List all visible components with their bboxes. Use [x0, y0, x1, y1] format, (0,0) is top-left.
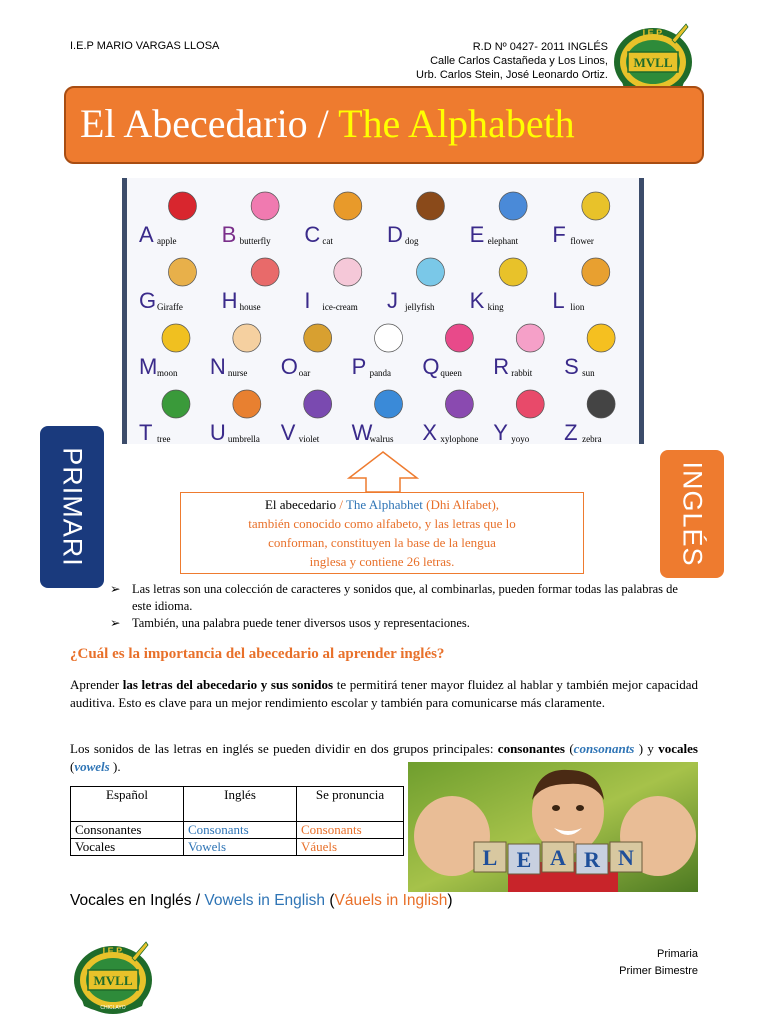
alphabet-word: nurse: [227, 368, 248, 378]
alphabet-item-z: [564, 390, 615, 444]
callout-arrow-icon: [346, 450, 420, 494]
alphabet-item-b: [222, 192, 279, 247]
rabbit-picture-icon: [516, 324, 544, 352]
callout-line-4: inglesa y contiene 26 letras.: [309, 554, 455, 569]
alphabet-word: dog: [405, 236, 419, 246]
alphabet-item-i: [304, 258, 361, 313]
svg-text:MVLL: MVLL: [633, 55, 673, 70]
alphabet-item-x: [422, 390, 478, 444]
alphabet-item-r: [493, 324, 544, 379]
alphabet-item-w: [352, 390, 403, 444]
nurse-picture-icon: [233, 324, 261, 352]
alphabet-poster: [122, 178, 644, 444]
page-title: [80, 100, 575, 148]
learn-block-letter: R: [584, 847, 600, 872]
alphabet-letter: T: [139, 420, 153, 444]
moon-picture-icon: [162, 324, 190, 352]
alphabet-letter: U: [209, 420, 226, 444]
svg-text:I.E.P.: I.E.P.: [102, 946, 124, 956]
alphabet-item-u: [210, 390, 261, 444]
walrus-picture-icon: [375, 390, 403, 418]
alphabet-item-g: [139, 258, 196, 313]
dog-picture-icon: [416, 192, 444, 220]
alphabet-letter: Y: [493, 420, 508, 444]
alphabet-word: elephant: [487, 236, 519, 246]
alphabet-item-k: [470, 258, 527, 313]
callout-line-1: El abecedario / The Alphabhet (Dhi Alfabet),: [264, 497, 500, 512]
alphabet-word: ice-cream: [322, 302, 358, 312]
alphabet-item-t: [139, 390, 190, 444]
alphabet-item-l: [552, 258, 609, 313]
alphabet-word: oar: [298, 368, 311, 378]
pronunciation-table: [70, 786, 404, 856]
alphabet-word: yoyo: [511, 434, 530, 444]
alphabet-word: tree: [157, 434, 171, 444]
alphabet-word: walrus: [369, 434, 394, 444]
footer-term: Primer Bimestre: [619, 965, 698, 977]
table-cell: Consonants: [184, 822, 297, 839]
alphabet-word: zebra: [582, 434, 602, 444]
tree-picture-icon: [162, 390, 190, 418]
alphabet-letter: W: [351, 420, 373, 444]
learn-block-letter: N: [618, 845, 634, 870]
alphabet-word: sun: [582, 368, 595, 378]
table-cell: Consonantes: [71, 822, 184, 839]
alphabet-chart: [127, 178, 639, 444]
alphabet-letter: K: [469, 288, 485, 313]
alphabet-word: violet: [298, 434, 320, 444]
school-logo-footer: [72, 936, 154, 1018]
king-picture-icon: [499, 258, 527, 286]
learn-blocks: [474, 842, 642, 874]
alphabet-item-o: [281, 324, 332, 379]
butterfly-picture-icon: [251, 192, 279, 220]
callout-line-2: también conocido como alfabeto, y las letras que lo: [248, 516, 516, 531]
alphabet-item-n: [210, 324, 261, 379]
alphabet-word: Giraffe: [157, 302, 183, 312]
alphabet-word: butterfly: [239, 236, 271, 246]
alphabet-item-d: [387, 192, 444, 247]
title-spanish: El Abecedario /: [80, 101, 339, 146]
arrow-bullet-icon: ➢: [110, 616, 121, 630]
table-row: [71, 839, 404, 856]
alphabet-letter: S: [564, 354, 579, 379]
table-header: Español: [71, 787, 184, 822]
cat-picture-icon: [334, 192, 362, 220]
importance-paragraph: Aprender las letras del abecedario y sus sonidos te permitirá tener mayor fluidez al hablar y también mejor capacidad auditiva. Esto es clave para un mejor rendimiento escolar y también para comunicarse más claramente.: [70, 677, 699, 710]
alphabet-item-c: [304, 192, 361, 247]
table-cell: Vowels: [184, 839, 297, 856]
yoyo-picture-icon: [516, 390, 544, 418]
primaria-tab-label: PRIMARI: [57, 447, 88, 567]
sounds-paragraph: Los sonidos de las letras en inglés se pueden dividir en dos grupos principales: consonantes (consonants ) y vocales (vowels ).: [70, 741, 698, 774]
alphabet-letter: E: [469, 222, 485, 247]
alphabet-item-e: [470, 192, 527, 247]
ice-cream-picture-icon: [334, 258, 362, 286]
lion-picture-icon: [582, 258, 610, 286]
callout-line-3: conforman, constituyen la base de la lengua: [268, 535, 496, 550]
alphabet-word: king: [487, 302, 504, 312]
table-header: Inglés: [184, 787, 297, 822]
alphabet-item-a: [139, 192, 196, 247]
primaria-tab: [40, 426, 104, 588]
ingles-tab-label: INGLÉS: [677, 461, 708, 567]
table-cell: Vocales: [71, 839, 184, 856]
alphabet-word: moon: [157, 368, 178, 378]
alphabet-letter: R: [493, 354, 510, 379]
section-question: ¿Cuál es la importancia del abecedario al aprender inglés?: [70, 646, 445, 662]
alphabet-word: rabbit: [511, 368, 533, 378]
alphabet-item-y: [493, 390, 544, 444]
giraffe-picture-icon: [168, 258, 196, 286]
alphabet-definition-box: [180, 492, 584, 574]
school-name: I.E.P MARIO VARGAS LLOSA: [70, 40, 220, 52]
table-row: [71, 822, 404, 839]
learn-block-letter: A: [550, 845, 566, 870]
alphabet-item-p: [352, 324, 403, 379]
ingles-tab: [660, 450, 724, 578]
sun-picture-icon: [587, 324, 615, 352]
flower-picture-icon: [582, 192, 610, 220]
alphabet-letter: F: [552, 222, 566, 247]
alphabet-letter: P: [351, 354, 367, 379]
alphabet-item-s: [564, 324, 615, 379]
alphabet-letter: L: [552, 288, 565, 313]
alphabet-letter: V: [280, 420, 296, 444]
table-header: Se pronuncia: [297, 787, 404, 822]
resolution-number: R.D Nº 0427- 2011 INGLÉS: [472, 41, 608, 53]
alphabet-word: xylophone: [440, 434, 479, 444]
title-banner: [64, 86, 704, 164]
alphabet-letter: B: [221, 222, 237, 247]
alphabet-item-j: [387, 258, 444, 313]
school-address: [400, 40, 608, 82]
alphabet-letter: X: [422, 420, 438, 444]
vowels-heading: Vocales en Inglés / Vowels in English (Váuels in Inglish): [70, 892, 453, 909]
house-picture-icon: [251, 258, 279, 286]
alphabet-item-f: [552, 192, 609, 247]
title-english: The Alphabeth: [338, 101, 575, 146]
address-line-1: Calle Carlos Castañeda y Los Linos,: [430, 55, 608, 67]
xylophone-picture-icon: [445, 390, 473, 418]
alphabet-word: cat: [322, 236, 333, 246]
page-footer: [560, 946, 698, 980]
alphabet-letter: G: [139, 288, 157, 313]
arrow-bullet-icon: ➢: [110, 582, 121, 596]
learn-block-letter: E: [516, 847, 532, 872]
table-header-row: [71, 787, 404, 822]
alphabet-item-m: [139, 324, 190, 379]
bullet-list: [110, 581, 700, 632]
alphabet-word: umbrella: [227, 434, 260, 444]
umbrella-picture-icon: [233, 390, 261, 418]
table-cell: Váuels: [297, 839, 404, 856]
alphabet-word: flower: [570, 236, 594, 246]
zebra-picture-icon: [587, 390, 615, 418]
alphabet-letter: H: [221, 288, 238, 313]
alphabet-item-q: [422, 324, 473, 379]
alphabet-word: jellyfish: [405, 302, 435, 312]
elephant-picture-icon: [499, 192, 527, 220]
panda-picture-icon: [375, 324, 403, 352]
list-item: ➢ También, una palabra puede tener diversos usos y representaciones.: [110, 616, 470, 630]
learn-block-letter: L: [482, 845, 498, 870]
alphabet-letter: J: [387, 288, 398, 313]
alphabet-word: house: [239, 302, 261, 312]
alphabet-letter: I: [304, 288, 311, 313]
svg-text:I.E.P.: I.E.P.: [642, 28, 664, 38]
apple-picture-icon: [168, 192, 196, 220]
table-cell: Consonants: [297, 822, 404, 839]
alphabet-letter: C: [304, 222, 321, 247]
alphabet-letter: A: [139, 222, 154, 247]
oar-picture-icon: [304, 324, 332, 352]
violet-picture-icon: [304, 390, 332, 418]
alphabet-letter: Z: [564, 420, 578, 444]
svg-text:MVLL: MVLL: [93, 973, 133, 988]
svg-text:CHICLAYO: CHICLAYO: [100, 1005, 126, 1011]
alphabet-word: apple: [157, 236, 177, 246]
footer-level: Primaria: [657, 948, 698, 960]
alphabet-item-h: [222, 258, 279, 313]
alphabet-letter: D: [387, 222, 403, 247]
queen-picture-icon: [445, 324, 473, 352]
alphabet-item-v: [281, 390, 332, 444]
alphabet-letter: O: [280, 354, 298, 379]
alphabet-word: lion: [570, 302, 585, 312]
learn-photo: [408, 762, 698, 892]
alphabet-letter: Q: [422, 354, 440, 379]
alphabet-word: panda: [369, 368, 392, 378]
alphabet-word: queen: [440, 368, 462, 378]
address-line-2: Urb. Carlos Stein, José Leonardo Ortiz.: [416, 69, 608, 81]
jellyfish-picture-icon: [416, 258, 444, 286]
alphabet-letter: N: [209, 354, 226, 379]
list-item: ➢ Las letras son una colección de caracteres y sonidos que, al combinarlas, pueden formar todas las palabras de este idioma.: [110, 582, 678, 613]
alphabet-letter: M: [139, 354, 158, 379]
